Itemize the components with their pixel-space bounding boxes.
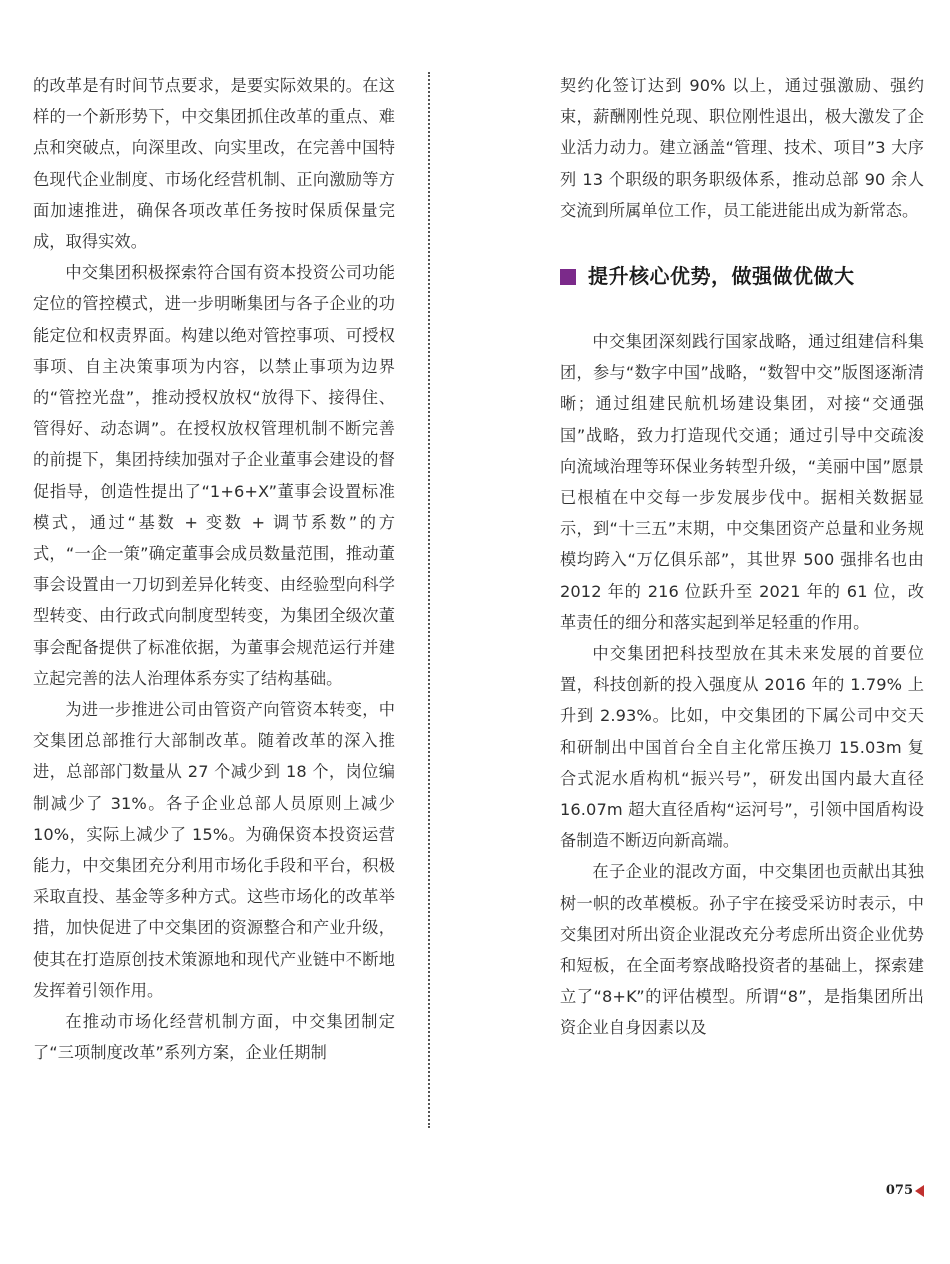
paragraph: 的改革是有时间节点要求，是要实际效果的。在这样的一个新形势下，中交集团抓住改革的重点、难点和突破点，向深里改、向实里改，在完善中国特色现代企业制度、市场化经营机制、正向激励等方面加速推进，确保各项改革任务按时保质保量完成，取得实效。 [33, 76, 395, 252]
section-heading-text: 提升核心优势，做强做优做大 [588, 264, 855, 289]
square-bullet-icon [560, 269, 576, 285]
paragraph: 中交集团深刻践行国家战略，通过组建信科集团，参与“数字中国”战略，“数智中交”版图逐渐清晰；通过组建民航机场建设集团，对接“交通强国”战略，致力打造现代交通；通过引导中交疏浚向流域治理等环保业务转型升级，“美丽中国”愿景已根植在中交每一步发展步伐中。据相关数据显示，到“十三五”末期，中交集团资产总量和业务规模均跨入“万亿俱乐部”，其世界 500 强排名也由 2012 年的 216 位跃升至 2021 年的 61 位，改革责任的细分和落实起到举足轻重的作用。 [560, 332, 924, 632]
paragraph: 契约化签订达到 90% 以上，通过强激励、强约束，薪酬刚性兑现、职位刚性退出，极大激发了企业活力动力。建立涵盖“管理、技术、项目”3 大序列 13 个职级的职务职级体系，推动总部 90 余人交流到所属单位工作，员工能进能出成为新常态。 [560, 76, 924, 220]
right-text-column [560, 70, 924, 1044]
page-number [886, 1183, 924, 1198]
left-text-column [33, 70, 395, 1069]
paragraph: 在子企业的混改方面，中交集团也贡献出其独树一帜的改革模板。孙子宇在接受采访时表示，中交集团对所出资企业混改充分考虑所出资企业优势和短板，在全面考察战略投资者的基础上，探索建立了“8+K”的评估模型。所谓“8”，是指集团所出资企业自身因素以及 [560, 862, 924, 1038]
column-divider [428, 72, 430, 1128]
section-heading [560, 258, 924, 296]
paragraph: 中交集团积极探索符合国有资本投资公司功能定位的管控模式，进一步明晰集团与各子企业的功能定位和权责界面。构建以绝对管控事项、可授权事项、自主决策事项为内容，以禁止事项为边界的“管控光盘”，推动授权放权“放得下、接得住、管得好、动态调”。在授权放权管理机制不断完善的前提下，集团持续加强对子企业董事会建设的督促指导，创造性提出了“1+6+X”董事会设置标准模式，通过“基数 + 变数 + 调节系数”的方式，“一企一策”确定董事会成员数量范围，推动董事会设置由一刀切到差异化转变、由经验型向科学型转变、由行政式向制度型转变，为集团全级次董事会配备提供了标准依据，为董事会规范运行并建立起完善的法人治理体系夯实了结构基础。 [33, 263, 395, 688]
page-number-text: 075 [885, 1183, 913, 1198]
paragraph: 中交集团把科技型放在其未来发展的首要位置，科技创新的投入强度从 2016 年的 1.79% 上升到 2.93%。比如，中交集团的下属公司中交天和研制出中国首台全自主化常压换刀 15.03m 复合式泥水盾构机“振兴号”，研发出国内最大直径 16.07m 超大直径盾构“运河号”，引领中国盾构设备制造不断迈向新高端。 [560, 644, 924, 851]
left-triangle-icon [915, 1185, 924, 1197]
paragraph: 为进一步推进公司由管资产向管资本转变，中交集团总部推行大部制改革。随着改革的深入推进，总部部门数量从 27 个减少到 18 个，岗位编制减少了 31%。各子企业总部人员原则上减少 10%，实际上减少了 15%。为确保资本投资运营能力，中交集团充分利用市场化手段和平台，积极采取直投、基金等多种方式。这些市场化的改革举措，加快促进了中交集团的资源整合和产业升级，使其在打造原创技术策源地和现代产业链中不断地发挥着引领作用。 [33, 700, 395, 1000]
paragraph: 在推动市场化经营机制方面，中交集团制定了“三项制度改革”系列方案，企业任期制 [33, 1012, 395, 1063]
